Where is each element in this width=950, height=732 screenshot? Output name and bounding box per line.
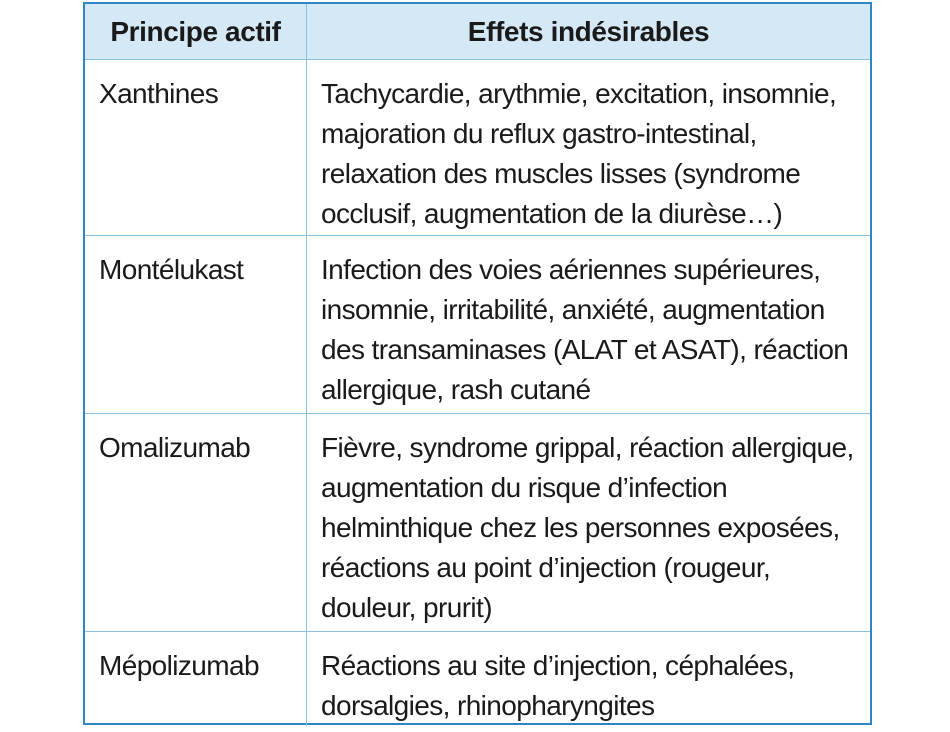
effets-line: allergique, rash cutané xyxy=(321,374,591,405)
effets-line: des transaminases (ALAT et ASAT), réaction xyxy=(321,334,849,365)
row-principe: Mépolizumab xyxy=(85,632,307,726)
row-principe: Xanthines xyxy=(85,60,307,236)
effets-line: dorsalgies, rhinopharyngites xyxy=(321,690,655,721)
effets-line: helminthique chez les personnes exposées, xyxy=(321,512,840,543)
row-effets xyxy=(307,236,870,414)
row-effets xyxy=(307,60,870,236)
side-effects-table xyxy=(83,2,872,725)
effets-line: insomnie, irritabilité, anxiété, augmentation xyxy=(321,294,825,325)
header-principe-actif: Principe actif xyxy=(85,4,307,60)
row-principe: Montélukast xyxy=(85,236,307,414)
effets-line: douleur, prurit) xyxy=(321,592,492,623)
effets-line: réactions au point d’injection (rougeur, xyxy=(321,552,771,583)
row-principe: Omalizumab xyxy=(85,414,307,632)
effets-line: Tachycardie, arythmie, excitation, insomnie, xyxy=(321,78,837,109)
row-effets xyxy=(307,632,870,726)
effets-line: occlusif, augmentation de la diurèse…) xyxy=(321,198,783,229)
effets-line: majoration du reflux gastro-intestinal, xyxy=(321,118,757,149)
effets-line: relaxation des muscles lisses (syndrome xyxy=(321,158,801,189)
effets-line: Fièvre, syndrome grippal, réaction allergique, xyxy=(321,432,854,463)
effets-line: Infection des voies aériennes supérieures, xyxy=(321,254,821,285)
effets-line: Réactions au site d’injection, céphalées, xyxy=(321,650,795,681)
header-effets-indesirables: Effets indésirables xyxy=(307,4,870,60)
effets-line: augmentation du risque d’infection xyxy=(321,472,728,503)
row-effets xyxy=(307,414,870,632)
